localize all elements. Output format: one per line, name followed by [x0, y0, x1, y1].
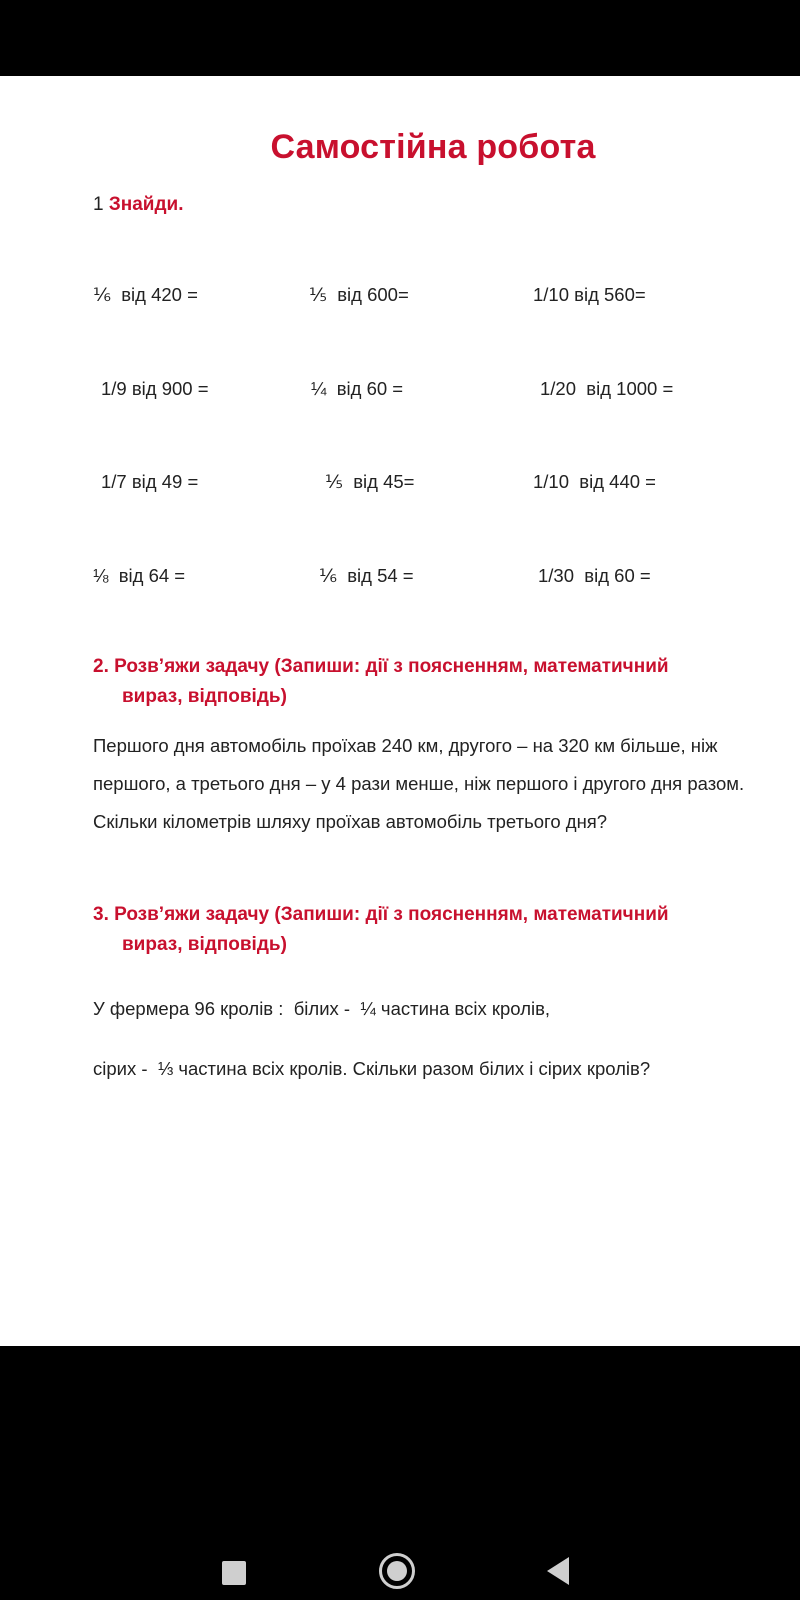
exercise-item: 1/10 від 560= [533, 284, 646, 305]
exercise-item: 1/30 від 60 = [538, 565, 651, 586]
home-icon-inner [387, 1561, 407, 1581]
square-recents-icon[interactable] [222, 1561, 246, 1585]
exercise-item: 1/20 від 1000 = [540, 378, 674, 399]
triangle-back-icon[interactable] [547, 1557, 569, 1585]
exercise-item: ¼ від 60 = [311, 378, 404, 399]
task3-heading-line1: 3. Розв’яжи задачу (Запиши: дії з поясненням, математичний [93, 904, 669, 925]
exercise-item: ⅕ від 600= [309, 284, 409, 305]
exercise-item: 1/9 від 900 = [101, 378, 209, 399]
page-title: Самостійна робота [270, 128, 596, 166]
exercise-item: ⅕ від 45= [325, 471, 415, 492]
task2-heading [93, 652, 669, 712]
task3-line2: сірих - ⅓ частина всіх кролів. Скільки разом білих і сірих кролів? [93, 1058, 651, 1079]
task1-heading [93, 194, 184, 216]
exercise-item: ⅛ від 64 = [93, 565, 186, 586]
task3-heading [93, 900, 669, 960]
task1-label: Знайди. [108, 194, 184, 215]
task3-line1: У фермера 96 кролів : білих - ¼ частина всіх кролів, [93, 998, 551, 1019]
exercise-item: 1/10 від 440 = [533, 471, 656, 492]
task2-heading-line2: вираз, відповідь) [122, 686, 287, 707]
status-bar [0, 0, 800, 76]
task2-text: Першого дня автомобіль проїхав 240 км, другого – на 320 км більше, ніж першого, а третього дня – у 4 рази менше, ніж першого і другого дня разом. Скільки кілометрів шляху проїхав автомобіль третього дня? [93, 735, 745, 832]
task2-heading-line1: 2. Розв’яжи задачу (Запиши: дії з поясненням, математичний [93, 656, 669, 677]
task1-number: 1 [93, 194, 104, 215]
exercise-item: ⅙ від 420 = [93, 284, 198, 305]
exercise-item: ⅙ від 54 = [319, 565, 414, 586]
exercise-item: 1/7 від 49 = [101, 471, 199, 492]
task3-heading-line2: вираз, відповідь) [122, 934, 287, 955]
circle-home-icon[interactable] [379, 1553, 415, 1589]
